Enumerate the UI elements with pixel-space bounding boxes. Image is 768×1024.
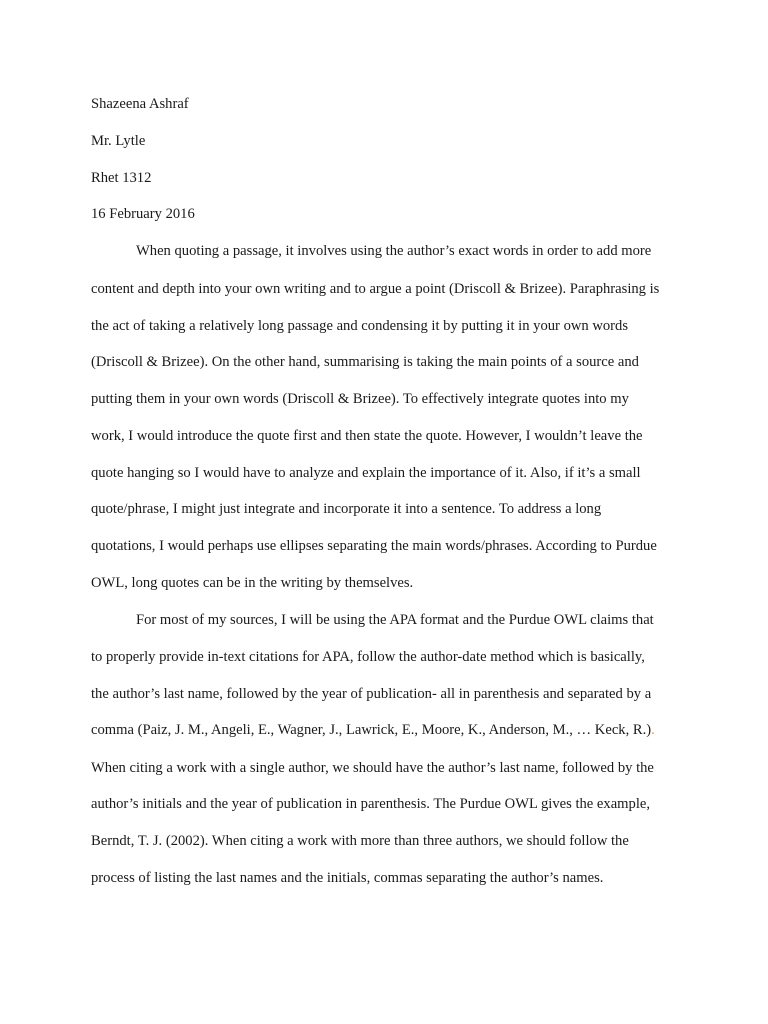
paragraph-2-line: When citing a work with a single author, we should have the author’s last name, followed by the	[91, 760, 654, 776]
highlighted-period: .	[651, 722, 655, 738]
paragraph-1-line: putting them in your own words (Driscoll & Brizee). To effectively integrate quotes into my	[91, 391, 629, 407]
instructor-name: Mr. Lytle	[91, 133, 146, 149]
paragraph-1-line: quotations, I would perhaps use ellipses separating the main words/phrases. According to Purdue	[91, 538, 657, 554]
paragraph-2-line: the author’s last name, followed by the year of publication- all in parenthesis and separated by a	[91, 686, 652, 702]
paragraph-2-line: process of listing the last names and the initials, commas separating the author’s names.	[91, 870, 604, 886]
paragraph-1-line: quote/phrase, I might just integrate and incorporate it into a sentence. To address a long	[91, 501, 602, 517]
essay-date: 16 February 2016	[91, 206, 195, 222]
paragraph-1-line: the act of taking a relatively long passage and condensing it by putting it in your own words	[91, 318, 629, 334]
paragraph-2-line: author’s initials and the year of publication in parenthesis. The Purdue OWL gives the example,	[91, 796, 651, 812]
paragraph-2-line: to properly provide in-text citations for APA, follow the author-date method which is basically,	[91, 649, 645, 665]
paragraph-2-line: Berndt, T. J. (2002). When citing a work with more than three authors, we should follow the	[91, 833, 629, 849]
paragraph-1-line: content and depth into your own writing and to argue a point (Driscoll & Brizee). Paraphrasing is	[91, 281, 660, 297]
paragraph-1-line: (Driscoll & Brizee). On the other hand, summarising is taking the main points of a source and	[91, 354, 639, 370]
paragraph-2-line-with-citation	[91, 721, 655, 739]
paragraph-1-line: work, I would introduce the quote first and then state the quote. However, I wouldn’t leave the	[91, 428, 643, 444]
citation-text: comma (Paiz, J. M., Angeli, E., Wagner, J., Lawrick, E., Moore, K., Anderson, M., … Keck, R.)	[91, 722, 652, 738]
course-name: Rhet 1312	[91, 170, 152, 186]
author-name: Shazeena Ashraf	[91, 96, 189, 112]
paragraph-1-line: OWL, long quotes can be in the writing by themselves.	[91, 575, 414, 591]
paragraph-1-line: quote hanging so I would have to analyze and explain the importance of it. Also, if it’s a small	[91, 465, 641, 481]
paragraph-2-line: For most of my sources, I will be using the APA format and the Purdue OWL claims that	[136, 612, 654, 628]
paragraph-1-line: When quoting a passage, it involves using the author’s exact words in order to add more	[136, 243, 652, 259]
